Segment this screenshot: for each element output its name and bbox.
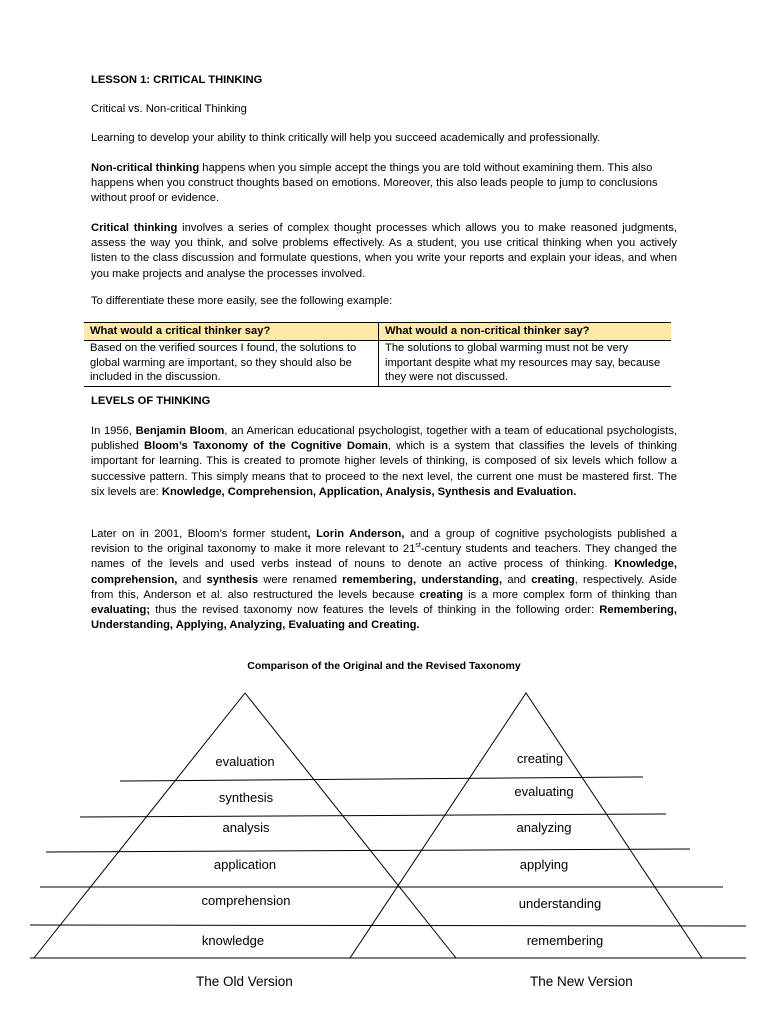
- anderson-text-8: is a more complex form of thinking than: [463, 588, 677, 601]
- anderson-text-1: Later on in 2001, Bloom’s former student: [91, 528, 308, 540]
- anderson-bold-7: evaluating;: [91, 604, 151, 617]
- anderson-bold-3: synthesis: [206, 573, 259, 586]
- intro-paragraph: Learning to develop your ability to think critically will help you succeed academically and professionally.: [91, 132, 601, 144]
- old-level-analysis: analysis: [222, 820, 270, 835]
- anderson-bold-1: , Lorin Anderson,: [307, 528, 405, 540]
- new-level-understanding: understanding: [518, 896, 602, 911]
- bloom-bold-3: Knowledge, Comprehension, Application, Analysis, Synthesis and Evaluation.: [161, 485, 577, 498]
- anderson-text-4: and: [177, 573, 207, 586]
- old-level-evaluation: evaluation: [215, 754, 275, 769]
- table-header-noncritical: What would a non-critical thinker say?: [379, 323, 672, 341]
- taxonomy-pyramids-diagram: [0, 680, 768, 970]
- anderson-bold-8: Remembering, Understanding, Applying, Analyzing, Evaluating and Creating.: [91, 604, 677, 632]
- level-divider-line: [120, 777, 643, 781]
- anderson-text-6: and: [502, 573, 532, 586]
- new-level-evaluating: evaluating: [514, 784, 574, 799]
- anderson-text-7: , respectively. Aside from this, Anderson et al. also restructured the levels because: [91, 573, 677, 601]
- table-row: [84, 340, 671, 386]
- level-divider-line: [30, 925, 746, 926]
- new-level-applying: applying: [519, 857, 569, 872]
- bloom-bold-2: Bloom’s Taxonomy of the Cognitive Domain: [144, 440, 388, 453]
- noncritical-text: happens when you simple accept the things you are told without examining them. This also happens when you construct thoughts based on emotions. Moreover, this also leads people to jump to conclusions without proof or evidence.: [91, 162, 658, 205]
- anderson-bold-2: Knowledge, comprehension,: [91, 558, 677, 586]
- figure-caption: Comparison of the Original and the Revised Taxonomy: [247, 660, 521, 672]
- comparison-table: [84, 322, 671, 387]
- anderson-paragraph: [91, 527, 677, 633]
- table-header-critical: What would a critical thinker say?: [84, 323, 379, 341]
- anderson-text-3: -century students and teachers. They changed the names of the levels and used verbs instead of nouns to denote an active process of thinking.: [91, 543, 678, 571]
- anderson-bold-6: creating: [419, 588, 464, 601]
- anderson-text-9: thus the revised taxonomy now features the levels of thinking in the following order:: [150, 604, 600, 617]
- anderson-bold-5: creating: [531, 573, 575, 586]
- old-version-label: The Old Version: [196, 974, 293, 989]
- bloom-text-3: , which is a system that classifies the levels of thinking important for learning. This is created to promote higher levels of thinking, is composed of six levels which follow a successive pattern. This simply means that to proceed to the next level, the current one must be mastered first. The six levels are:: [91, 440, 677, 498]
- bloom-text-2: , an American educational psychologist, together with a team of educational psychologists, published: [91, 425, 678, 453]
- anderson-superscript: st: [415, 542, 421, 550]
- table-header-row: [84, 323, 671, 341]
- level-divider-line: [80, 814, 666, 817]
- anderson-bold-4: remembering, understanding,: [342, 573, 503, 586]
- levels-heading: LEVELS OF THINKING: [91, 395, 211, 407]
- table-cell-noncritical: The solutions to global warming must not be very important despite what my resources may say, because they were not discussed.: [379, 340, 672, 386]
- critical-paragraph: [91, 221, 677, 282]
- old-level-comprehension: comprehension: [201, 893, 291, 908]
- new-level-analyzing: analyzing: [516, 820, 572, 835]
- old-level-knowledge: knowledge: [201, 933, 265, 948]
- anderson-text-2: and a group of cognitive psychologists published a revision to the original taxonomy to make it more relevant to 21: [91, 528, 677, 556]
- new-level-remembering: remembering: [526, 933, 604, 948]
- old-level-synthesis: synthesis: [218, 790, 274, 805]
- noncritical-paragraph: [91, 161, 677, 207]
- table-cell-critical: Based on the verified sources I found, the solutions to global warming are important, so they should also be included in the discussion.: [84, 340, 379, 386]
- anderson-text-5: were renamed: [258, 573, 343, 586]
- noncritical-term: Non-critical thinking: [91, 162, 200, 174]
- lesson-title: LESSON 1: CRITICAL THINKING: [91, 74, 263, 86]
- bloom-text-1: In 1956,: [91, 425, 136, 437]
- subtitle: Critical vs. Non-critical Thinking: [91, 103, 247, 115]
- old-level-application: application: [213, 857, 277, 872]
- critical-term: Critical thinking: [91, 222, 178, 234]
- example-intro: To differentiate these more easily, see the following example:: [91, 295, 393, 307]
- new-version-label: The New Version: [530, 974, 633, 989]
- bloom-paragraph: [91, 424, 677, 500]
- new-level-creating: creating: [516, 751, 564, 766]
- bloom-bold-1: Benjamin Bloom: [135, 425, 225, 437]
- critical-text: involves a series of complex thought processes which allows you to make reasoned judgments, assess the way you think, and solve problems effectively. As a student, you use critical thinking when you actively listen to the class discussion and formulate questions, when you write your reports and explain your ideas, and when you make projects and analyse the processes involved.: [91, 222, 677, 280]
- level-divider-line: [46, 849, 690, 852]
